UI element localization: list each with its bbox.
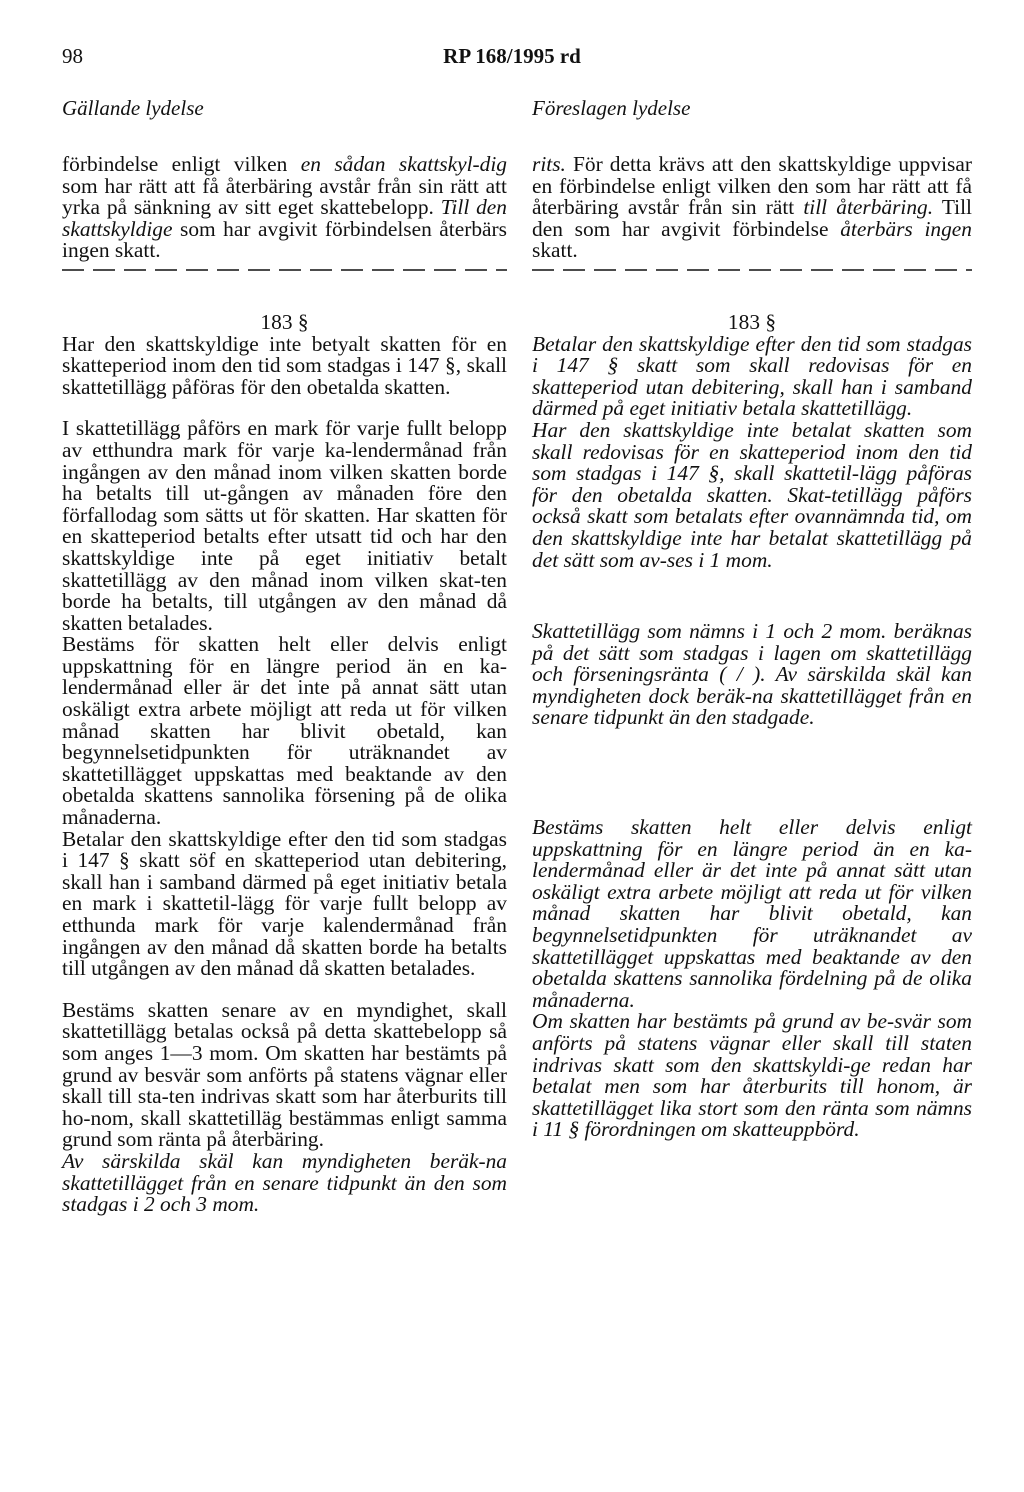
right-paragraph-1: Betalar den skattskyldige efter den tid som stadgas i 147 § skatt som skall redovisas för en skatteperiod utan debitering, skall han i samband därmed på eget initiativ betala skattetillägg. [532,331,972,421]
right-intro-paragraph [532,154,972,262]
left-paragraph-2: I skattetillägg påförs en mark för varje fullt belopp av etthundra mark för varje ka-lendermånad från ingången av den månad inom vilken skatten borde ha betalts till ut-gången av månaden före den förfallodag som sätts ut för skatten. Har skatten för en skatteperiod betalts efter utsatt tid och har den skattskyldige inte på eget initiativ betalt skattetillägg av den månad inom vilken skat-ten borde ha betalts, till utgången av den månad då skatten betalades. [62,416,507,635]
right-paragraph-3: Skattetillägg som nämns i 1 och 2 mom. beräknas på det sätt som stadgas i lagen om skattetillägg och förseningsränta ( / ). Av särskilda skäl kan myndigheten dock beräk-na skattetillägget från en senare tidpunkt än den stadgade. [532,619,972,730]
text-run-italic: till återbäring. [803,195,934,220]
right-paragraph-2: Har den skattskyldige inte betalat skatten som skall redovisas för en skatteperiod inom den tid som stadgas i 147 §, skall skattetil-lägg påföras för den obetalda skatten. Skat-tetillägg påförs också skatt som betalats efter ovannämnda tid, om den skattskyldige inte har betalat skattetillägg på det sätt som av-ses i 1 mom. [532,417,972,572]
left-paragraph-5: Bestäms skatten senare av en myndighet, skall skattetillägg betalas också på detta skattebelopp så som anges 1—3 mom. Om skatten har bestämts på grund av besvär som anförts på statens vägnar eller skall till sta-ten indrivas skatt som har återburits till ho-nom, skall skattetilläg bestämmas enligt samma grund som ränta på återbäring. [62,997,507,1152]
text-run: skatt. [532,238,578,263]
text-run-italic: Till den skattskyldige [62,195,507,241]
text-run: som har rätt att få återbäring avstår från sin rätt att yrka på sänkning av sitt eget skattebelopp. [62,173,507,220]
page-number: 98 [62,44,83,68]
left-paragraph-6: Av särskilda skäl kan myndigheten beräk-na skattetillägget från en senare tidpunkt än den som stadgas i 2 och 3 mom. [62,1148,507,1217]
text-run: För detta krävs att den skattskyldige uppvisar en förbindelse enligt vilken den som har rätt att få återbäring avstår från sin rätt [532,152,972,220]
right-section-heading: 183 § [727,309,777,334]
right-paragraph-5: Om skatten har bestämts på grund av be-svär som anförts på statens vägnar eller skall till staten indrivas skatt som den skattskyldi-ge redan har betalat men som har återburits till honom, är skattetillägget lika stort som den ränta som nämns i 11 § förordningen om skatteuppbörd. [532,1009,972,1142]
text-run: förbindelse enligt vilken [62,152,301,176]
text-run: Till den som har avgivit förbindelse [532,195,972,241]
text-run-italic: en sådan skattskyl-dig [300,152,507,176]
right-paragraph-4: Bestäms skatten helt eller delvis enligt uppskattning för en längre period än en ka-lendermånad eller är det inte på annat sätt utan oskäligt extra arbete möjligt att reda ut för vilken månad skatten har blivit obetald, kan begynnelsetidpunkten för uträknandet av skattetillägget uppskattas med beaktande av den obetalda skattens sannolika fördelning på de olika månaderna. [532,815,972,1012]
left-paragraph-3: Bestäms för skatten helt eller delvis enligt uppskattning för en längre period än en ka-lendermånad eller är det inte på annat sätt utan oskäligt extra arbete möjligt att reda ut för vilken månad skatten har blivit obetald, kan begynnelsetidpunkten för uträknandet av skattetillägget uppskattas med beaktande av den obetalda skattens sannolika försening på de olika månaderna. [62,632,507,830]
document-reference: RP 168/1995 rd [443,44,581,68]
left-intro-paragraph [62,154,507,262]
left-column [62,154,507,1216]
right-column-heading: Föreslagen lydelse [532,96,691,120]
text-run-italic: rits. [532,152,566,176]
left-section-heading: 183 § [260,309,309,334]
left-paragraph-4: Betalar den skattskyldige efter den tid som stadgas i 147 § skatt söf en skatteperiod utan debitering, skall han i samband därmed på eget initiativ betala en mark i skattetil-lägg för varje fullt belopp av etthunda mark för varje kalendermånad från ingången av den månad då skatten borde ha betalts till utgången av den månad då skatten betalades. [62,826,507,981]
left-paragraph-1: Har den skattskyldige inte betyalt skatten för en skatteperiod inom den tid som stadgas i 147 §, skall skattetillägg påföras för den obetalda skatten. [62,331,507,399]
right-column [532,154,972,1141]
left-dash-separator [62,262,507,278]
text-run: som har avgivit förbindelsen återbärs ingen skatt. [62,216,507,263]
text-run-italic: återbärs ingen [840,216,972,241]
left-column-heading: Gällande lydelse [62,96,204,120]
right-dash-separator [532,262,972,278]
